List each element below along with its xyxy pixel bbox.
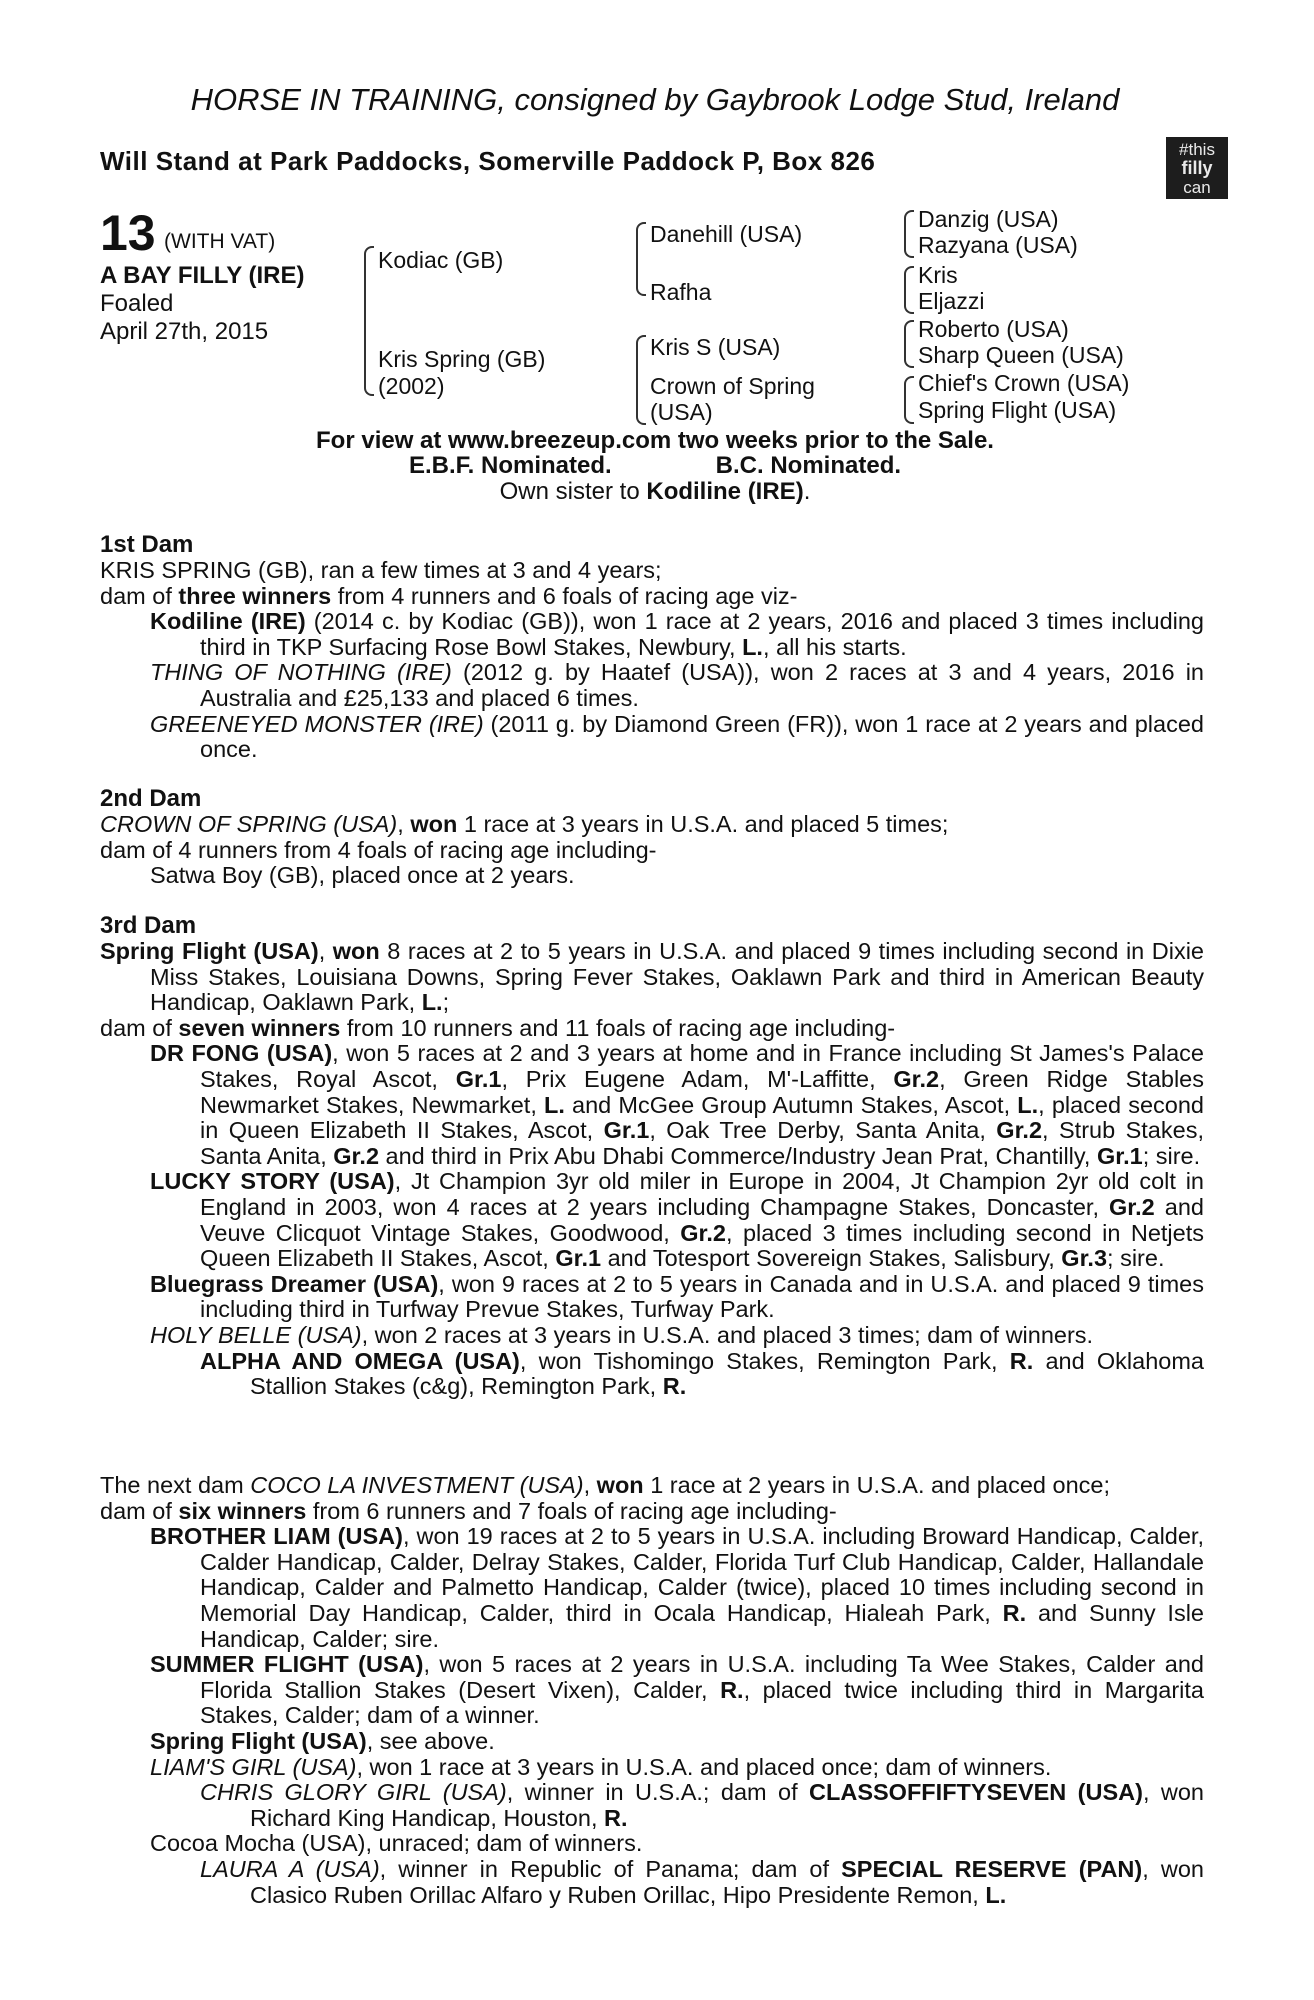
pedigree-dam-dam: Crown of Spring bbox=[650, 373, 815, 399]
section-heading: 1st Dam bbox=[100, 531, 194, 558]
dam-line: dam of 4 runners from 4 foals of racing age including- bbox=[100, 836, 657, 863]
dam-line: KRIS SPRING (GB), ran a few times at 3 and 4 years; bbox=[100, 557, 662, 583]
dam-line: dam of seven winners from 10 runners and 11 foals of racing age including- bbox=[100, 1014, 896, 1041]
sister-note: Own sister to Kodiline (IRE). bbox=[499, 478, 811, 505]
pedigree-brace bbox=[636, 222, 646, 296]
progeny-entry: ALPHA AND OMEGA (USA), won Tishomingo Stakes, Remington Park, R. and Oklahoma Stallion Stakes (c&g), Remington Park, R. bbox=[200, 1347, 1204, 1400]
horse-name: A BAY FILLY (IRE) bbox=[100, 262, 305, 289]
pedigree-brace bbox=[364, 246, 374, 396]
section-3rd-dam bbox=[100, 913, 1204, 1400]
pedigree-dam: Kris Spring (GB) bbox=[378, 346, 546, 372]
section-2nd-dam bbox=[100, 786, 1204, 889]
page-title: HORSE IN TRAINING, consigned by Gaybrook Lodge Stud, Ireland bbox=[190, 82, 1120, 117]
pedigree-dam-sire: Kris S (USA) bbox=[650, 334, 781, 360]
dam-line: Spring Flight (USA), won 8 races at 2 to 5 years in U.S.A. and placed 9 times including second in Dixie Miss Stakes, Louisiana Downs, Spring Fever Stakes, Oaklawn Park and third in American Beauty Handicap, Oaklawn Park, L.; bbox=[100, 938, 1204, 1016]
section-heading: 3rd Dam bbox=[100, 912, 197, 939]
pedigree-brace bbox=[904, 376, 914, 424]
progeny-entry: Bluegrass Dreamer (USA), won 9 races at 2 to 5 years in Canada and in U.S.A. and placed 9 times including third in Turfway Prevue Stakes, Turfway Park. bbox=[150, 1270, 1204, 1323]
progeny-entry: THING OF NOTHING (IRE) (2012 g. by Haatef (USA)), won 2 races at 3 and 4 years, 2016 in Australia and £25,133 and placed 6 times. bbox=[150, 659, 1204, 711]
stand-location: Will Stand at Park Paddocks, Somerville Paddock P, Box 826 bbox=[100, 146, 876, 176]
badge-line: can bbox=[1183, 177, 1211, 197]
dam-line: The next dam COCO LA INVESTMENT (USA), won 1 race at 2 years in U.S.A. and placed once; bbox=[100, 1472, 1111, 1498]
progeny-entry: LUCKY STORY (USA), Jt Champion 3yr old miler in Europe in 2004, Jt Champion 2yr old colt in England in 2003, won 4 races at 2 years including Champagne Stakes, Doncaster, Gr.2 and Veuve Clicquot Vintage Stakes, Goodwood, Gr.2, placed 3 times including second in Netjets Queen Elizabeth II Stakes, Ascot, Gr.1 and Totesport Sovereign Stakes, Salisbury, Gr.3; sire. bbox=[150, 1168, 1204, 1272]
progeny-entry: Kodiline (IRE) (2014 c. by Kodiac (GB)), won 1 race at 2 years, 2016 and placed 3 times including third in TKP Surfacing Rose Bowl Stakes, Newbury, L., all his starts. bbox=[150, 608, 1204, 660]
hashtag-badge bbox=[1166, 137, 1228, 199]
progeny-entry: HOLY BELLE (USA), won 2 races at 3 years in U.S.A. and placed 3 times; dam of winners. bbox=[150, 1321, 1094, 1348]
lot-number: 13 bbox=[100, 205, 156, 261]
progeny-entry: DR FONG (USA), won 5 races at 2 and 3 years at home and in France including St James's Palace Stakes, Royal Ascot, Gr.1, Prix Eugene Adam, M'-Laffitte, Gr.2, Green Ridge Stables Newmarket Stakes, Newmarket, L. and McGee Group Autumn Stakes, Ascot, L., placed second in Queen Elizabeth II Stakes, Ascot, Gr.1, Oak Tree Derby, Santa Anita, Gr.2, Strub Stakes, Santa Anita, Gr.2 and third in Prix Abu Dhabi Commerce/Industry Jean Prat, Chantilly, Gr.1; sire. bbox=[150, 1040, 1205, 1169]
foaled-label: Foaled bbox=[100, 290, 174, 317]
dam-line: CROWN OF SPRING (USA), won 1 race at 3 years in U.S.A. and placed 5 times; bbox=[100, 811, 949, 837]
pedigree-brace bbox=[904, 320, 914, 368]
pedigree-gg: Razyana (USA) bbox=[918, 232, 1078, 258]
progeny-entry: Cocoa Mocha (USA), unraced; dam of winners. bbox=[150, 1830, 643, 1857]
pedigree-gg: Danzig (USA) bbox=[918, 206, 1059, 232]
badge-line: #this bbox=[1179, 139, 1215, 159]
progeny-entry: LAURA A (USA), winner in Republic of Panama; dam of SPECIAL RESERVE (PAN), won Clasico Ruben Orillac Alfaro y Ruben Orillac, Hipo Presidente Remon, L. bbox=[200, 1855, 1204, 1908]
progeny-entry: Satwa Boy (GB), placed once at 2 years. bbox=[150, 862, 575, 889]
progeny-entry: GREENEYED MONSTER (IRE) (2011 g. by Diamond Green (FR)), won 1 race at 2 years and placed once. bbox=[150, 710, 1204, 763]
badge-line: filly bbox=[1181, 157, 1213, 178]
pedigree-gg: Eljazzi bbox=[918, 288, 985, 314]
dam-line: dam of three winners from 4 runners and 6 foals of racing age viz- bbox=[100, 582, 798, 609]
pedigree-gg: Sharp Queen (USA) bbox=[918, 342, 1124, 368]
foaled-date: April 27th, 2015 bbox=[100, 318, 269, 345]
pedigree-sire: Kodiac (GB) bbox=[378, 247, 504, 273]
nominations bbox=[100, 453, 1210, 479]
pedigree-brace bbox=[636, 335, 646, 425]
section-next-dam bbox=[100, 1473, 1204, 1908]
pedigree-dam-dam-country: (USA) bbox=[650, 399, 713, 425]
progeny-entry: BROTHER LIAM (USA), won 19 races at 2 to 5 years in U.S.A. including Broward Handicap, Calder, Calder Handicap, Calder, Delray Stakes, Calder, Florida Turf Club Handicap, Calder, Hallandale Handicap, Calder and Palmetto Handicap, Calder (twice), placed 10 times including second in Memorial Day Handicap, Calder, third in Ocala Handicap, Hialeah Park, R. and Sunny Isle Handicap, Calder; sire. bbox=[150, 1523, 1204, 1652]
pedigree-gg: Kris bbox=[918, 262, 958, 288]
progeny-entry: CHRIS GLORY GIRL (USA), winner in U.S.A.; dam of CLASSOFFIFTYSEVEN (USA), won Richard King Handicap, Houston, R. bbox=[200, 1779, 1204, 1831]
pedigree-gg: Chief's Crown (USA) bbox=[918, 370, 1130, 396]
bc-nomination: B.C. Nominated. bbox=[715, 452, 902, 479]
section-heading: 2nd Dam bbox=[100, 785, 202, 812]
pedigree-gg: Spring Flight (USA) bbox=[918, 397, 1117, 423]
pedigree-gg: Roberto (USA) bbox=[918, 316, 1069, 342]
progeny-entry: LIAM'S GIRL (USA), won 1 race at 3 years in U.S.A. and placed once; dam of winners. bbox=[150, 1753, 1052, 1780]
progeny-entry: Spring Flight (USA), see above. bbox=[150, 1727, 495, 1754]
pedigree-brace bbox=[904, 266, 914, 314]
dam-line: dam of six winners from 6 runners and 7 foals of racing age including- bbox=[100, 1497, 837, 1524]
view-notice: For view at www.breezeup.com two weeks prior to the Sale. bbox=[316, 427, 994, 454]
ebf-nomination: E.B.F. Nominated. bbox=[408, 452, 612, 479]
pedigree-sire-sire: Danehill (USA) bbox=[650, 221, 803, 247]
progeny-entry: SUMMER FLIGHT (USA), won 5 races at 2 years in U.S.A. including Ta Wee Stakes, Calder and Florida Stallion Stakes (Desert Vixen), Calder, R., placed twice including third in Margarita Stakes, Calder; dam of a winner. bbox=[150, 1651, 1204, 1729]
vat-label: (WITH VAT) bbox=[164, 230, 276, 253]
section-1st-dam bbox=[100, 532, 1204, 763]
pedigree-sire-dam: Rafha bbox=[650, 279, 712, 305]
pedigree-dam-year: (2002) bbox=[378, 373, 445, 399]
pedigree-brace bbox=[904, 210, 914, 258]
